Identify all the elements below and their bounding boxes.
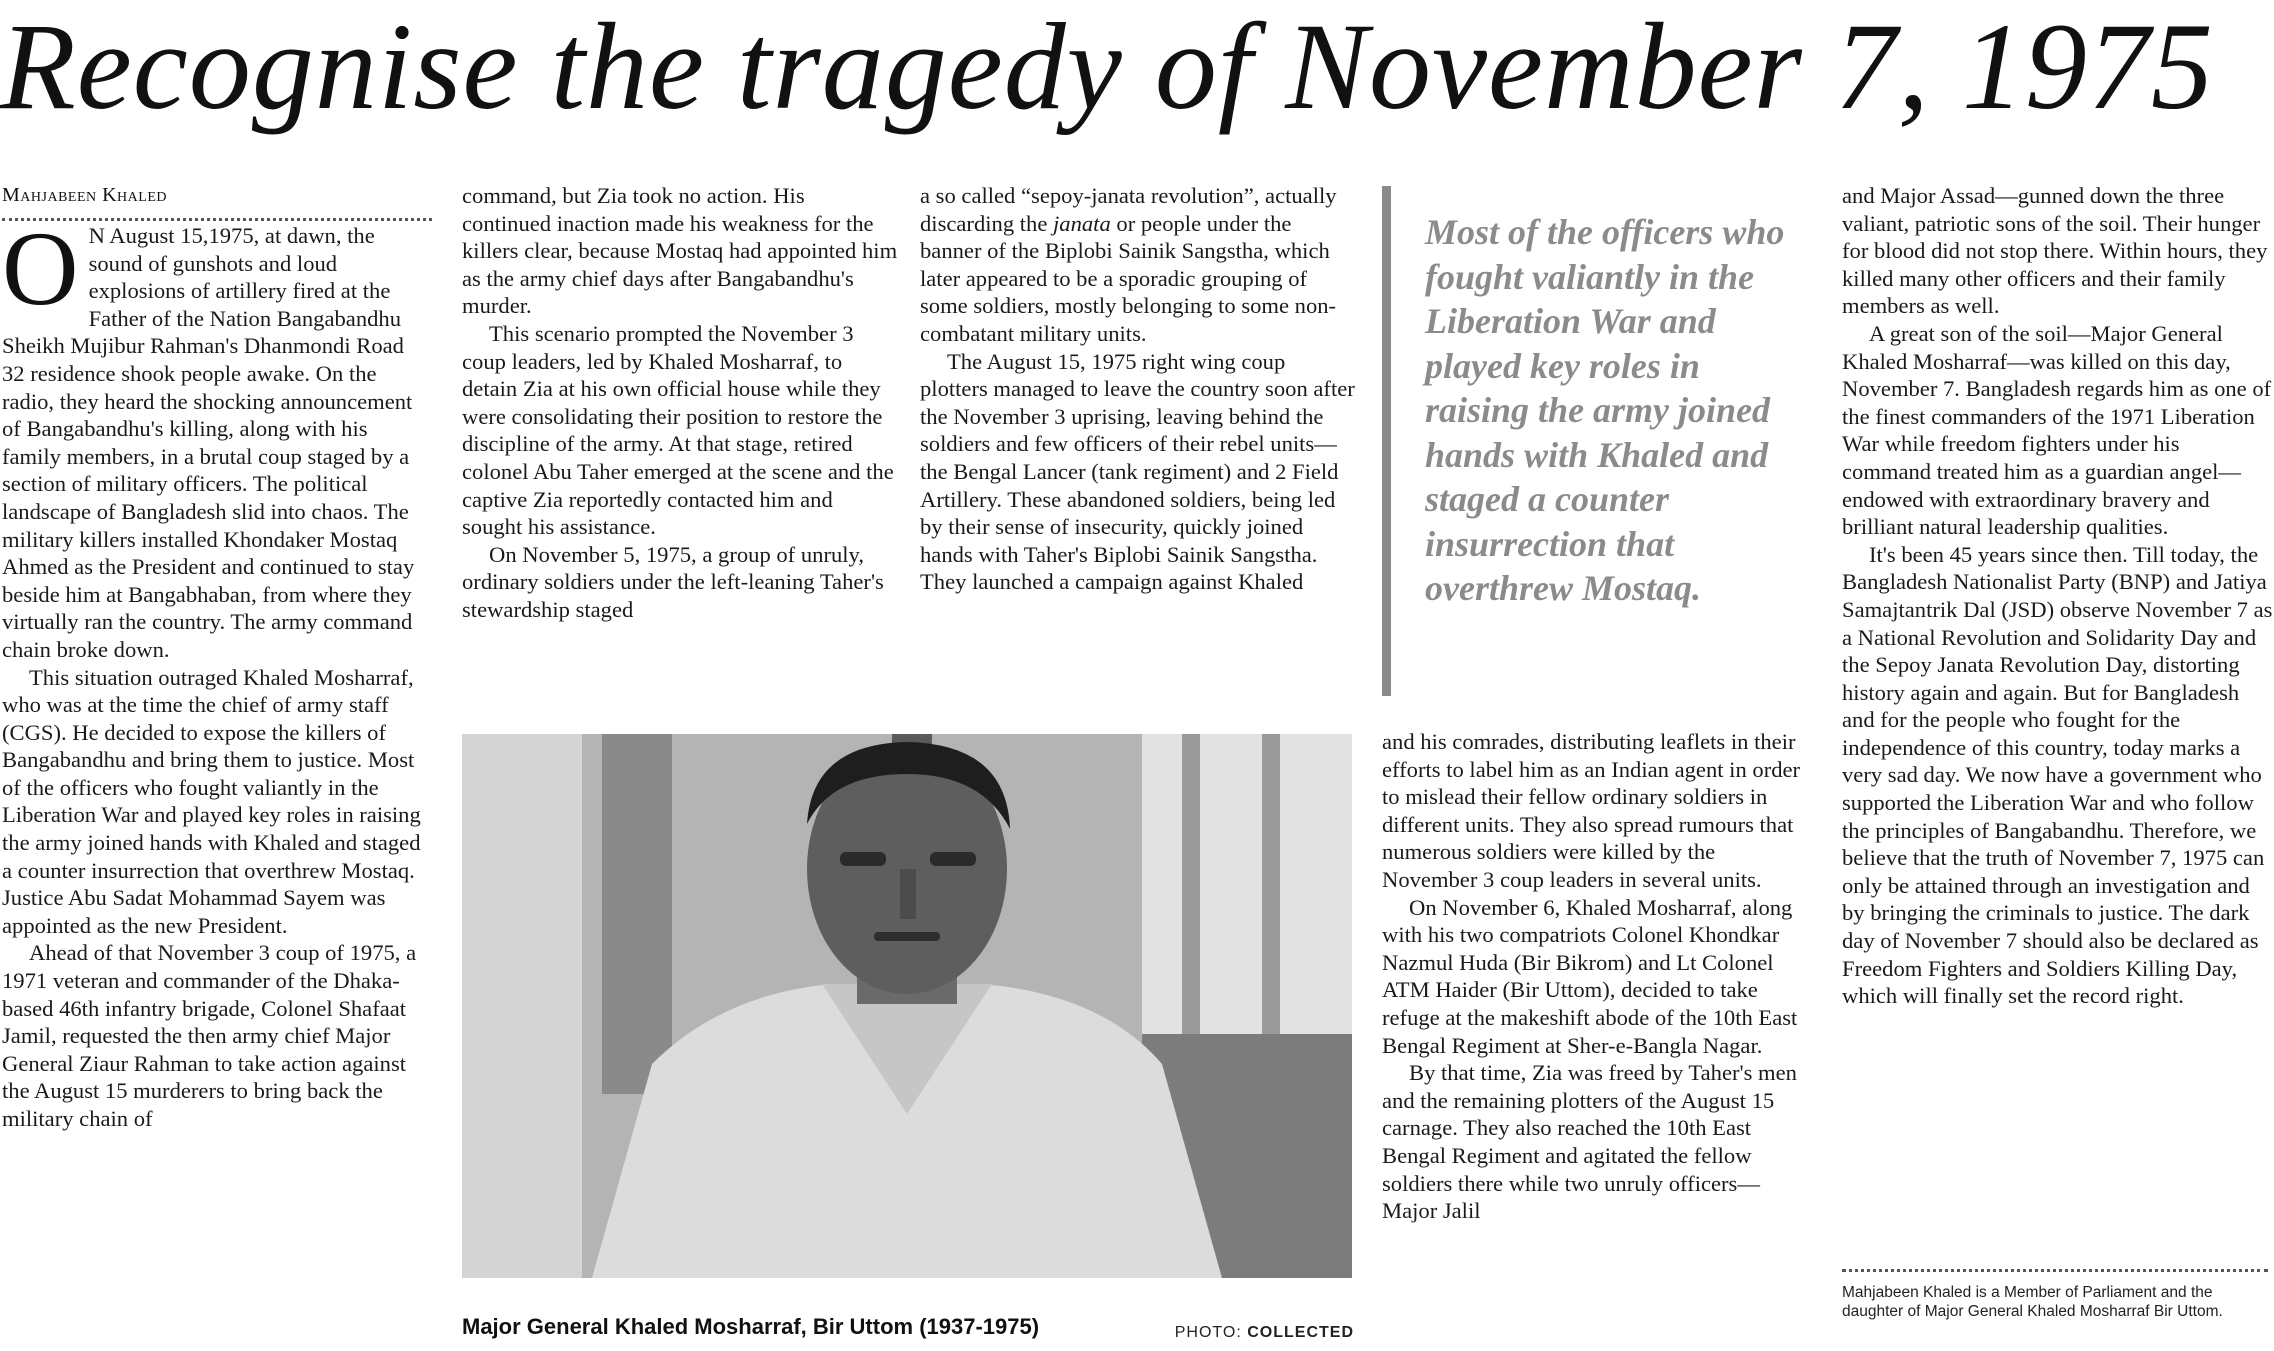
portrait-photo (462, 734, 1352, 1278)
photo-credit-label: PHOTO: (1174, 1324, 1242, 1341)
col1-paragraph-2: This situation outraged Khaled Mosharraf, who was at the time the chief of army staff (CGS). He decided to expose the killers of Bangabandhu and bring them to justice. Most of the officers who fought valiantly in the Liberation War and played key roles in raising the army joined hands with Khaled and staged a counter insurrection that overthrew Mostaq. Justice Abu Sadat Mohammad Sayem was appointed as the new President. (2, 664, 421, 938)
pull-quote: Most of the officers who fought valiantly in the Liberation War and played key roles in raising the army joined hands with Khaled and staged a counter insurrection that overthrew Mostaq. (1382, 186, 1792, 696)
col1-paragraph-1: N August 15,1975, at dawn, the sound of gunshots and loud explosions of artillery fired at the Father of the Nation Bangabandhu Sheikh Mujibur Rahman's Dhanmondi Road 32 residence shook people awake. On the radio, they heard the shocking announcement of Bangabandhu's killing, along with his family members, in a brutal coup staged by a section of military officers. The political landscape of Bangladesh slid into chaos. The military killers installed Khondaker Mostaq Ahmed as the President and continued to stay beside him at Bangabhaban, from where they virtually ran the country. The army command chain broke down. (2, 223, 415, 662)
footnote-divider (1842, 1269, 2268, 1272)
photo-credit (1160, 1324, 1354, 1348)
col2-paragraph-2: This scenario prompted the November 3 coup leaders, led by Khaled Mosharraf, to detain Zia at his own official house while they were consolidating their position to restore the discipline of the army. At that stage, retired colonel Abu Taher emerged at the scene and the captive Zia reportedly contacted him and sought his assistance. (462, 320, 894, 540)
col3-paragraph-1 (920, 182, 1356, 348)
article-column-2 (462, 182, 898, 682)
col5-paragraph-3: It's been 45 years since then. Till today, the Bangladesh Nationalist Party (BNP) and Jatiya Samajtantrik Dal (JSD) observe November 7 as a National Revolution and Solidarity Day and the Sepoy Janata Revolution Day, distorting history again and again. But for Bangladesh and for the people who fought for the independence of this country, today marks a very sad day. We now have a government who supported the Liberation War and who follow the principles of Bangabandhu. Therefore, we believe that the truth of November 7, 1975 can only be attained through an investigation and by bringing the criminals to justice. The dark day of November 7 should also be declared as Freedom Fighters and Soldiers Killing Day, which will finally set the record right. (1842, 541, 2273, 1009)
col2-paragraph-1: command, but Zia took no action. His continued inaction made his weakness for the killers clear, because Mostaq had appointed him as the army chief days after Bangabandhu's murder. (462, 183, 898, 319)
col5-paragraph-1: and Major Assad—gunned down the three valiant, patriotic sons of the soil. Their hunger for blood did not stop there. Within hours, they killed many other officers and their family members as well. (1842, 183, 2268, 319)
col1-paragraph-3: Ahead of that November 3 coup of 1975, a 1971 veteran and commander of the Dhaka-based 46th infantry brigade, Colonel Shafaat Jamil, requested the then army chief Major General Ziaur Rahman to take action against the August 15 murderers to bring back the military chain of (2, 940, 417, 1131)
article-column-1 (2, 222, 428, 1347)
col3-paragraph-2: The August 15, 1975 right wing coup plotters managed to leave the country soon after the November 3 uprising, leaving behind the soldiers and few officers of their rebel units—the Bengal Lancer (tank regiment) and 2 Field Artillery. These abandoned soldiers, being led by their sense of insecurity, quickly joined hands with Taher's Biplobi Sainik Sangstha. They launched a campaign against Khaled (920, 348, 1355, 595)
col5-paragraph-2: A great son of the soil—Major General Khaled Mosharraf—was killed on this day, November 7. Bangladesh regards him as one of the finest commanders of the 1971 Liberation War while freedom fighters under his command treated him as a guardian angel—endowed with extraordinary bravery and brilliant natural leadership qualities. (1842, 320, 2272, 540)
photo-credit-value: COLLECTED (1247, 1324, 1354, 1341)
author-note: Mahjabeen Khaled is a Member of Parliament and the daughter of Major General Khaled Mosharraf Bir Uttom. (1842, 1284, 2223, 1320)
headline: Recognise the tragedy of November 7, 1975 (0, 0, 2214, 135)
col4-paragraph-2: On November 6, Khaled Mosharraf, along with his two compatriots Colonel Khondkar Nazmul Huda (Bir Bikrom) and Lt Colonel ATM Haider (Bir Uttom), decided to take refuge at the makeshift abode of the 10th East Bengal Regiment at Sher-e-Bangla Nagar. (1382, 894, 1798, 1058)
article-column-4 (1382, 728, 1808, 1348)
col4-paragraph-1: and his comrades, distributing leaflets in their efforts to label him as an Indian agent in order to mislead their fellow ordinary soldiers in different units. They also spread rumours that numerous soldiers were killed by the November 3 coup leaders in several units. (1382, 729, 1801, 892)
col3-emphasis-janata: janata (1053, 210, 1111, 236)
col4-paragraph-3: By that time, Zia was freed by Taher's men and the remaining plotters of the August 15 carnage. They also reached the 10th East Bengal Regiment and agitated the fellow soldiers there while two unruly officers—Major Jalil (1382, 1060, 1797, 1224)
photo-caption: Major General Khaled Mosharraf, Bir Uttom (1937-1975) (462, 1314, 1040, 1339)
col3-paragraph-1-b: or people under the banner of the Biplobi Sainik Sangstha, which later appeared to be a sporadic grouping of some soldiers, mostly belonging to some non-combatant military units. (920, 210, 1337, 346)
byline: Mahjabeen Khaled (2, 184, 432, 221)
col3-paragraph-1-a: a so called “sepoy-janata revolution”, actually discarding the (920, 183, 1337, 236)
col2-paragraph-3: On November 5, 1975, a group of unruly, ordinary soldiers under the left-leaning Taher's stewardship staged (462, 541, 884, 622)
article-column-3 (920, 182, 1356, 682)
article-column-5 (1842, 182, 2274, 1260)
portrait-illustration (462, 734, 1352, 1278)
drop-cap: O (2, 222, 79, 327)
